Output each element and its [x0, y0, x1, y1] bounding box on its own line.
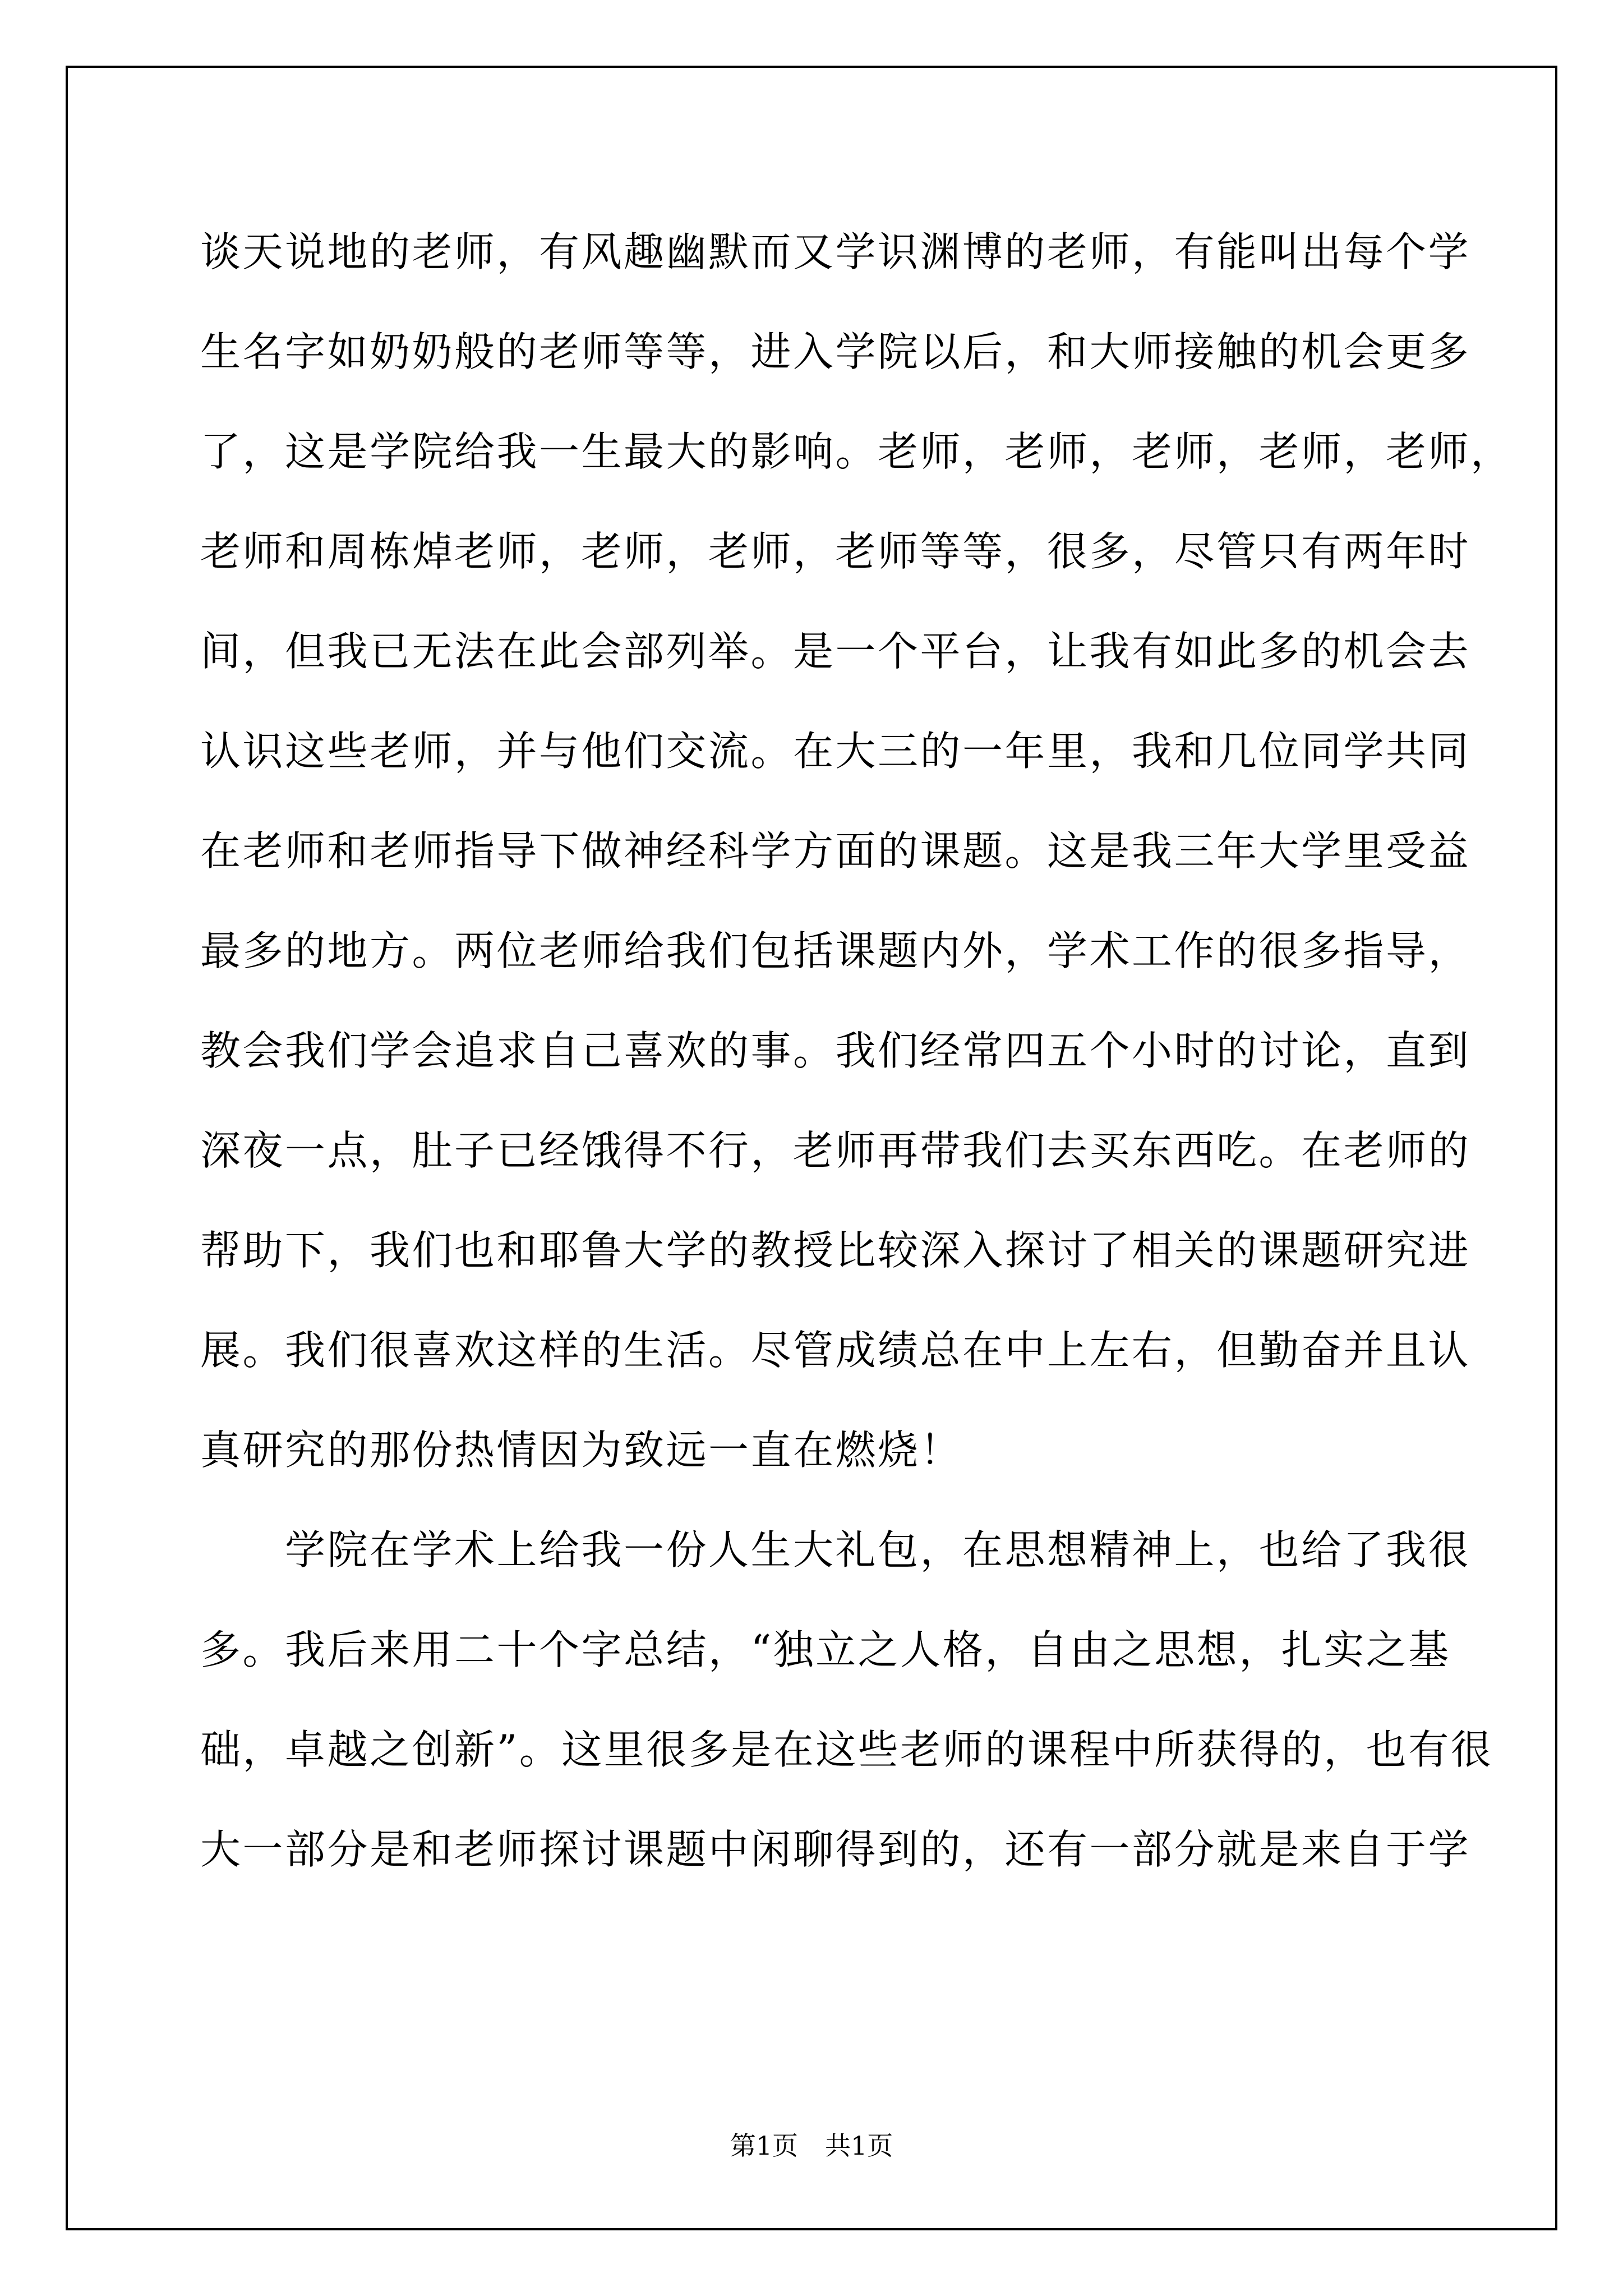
text-line: 大一部分是和老师探讨课题中闲聊得到的，还有一部分就是来自于学 [200, 1826, 1471, 1873]
text-line: 认识这些老师，并与他们交流。在大三的一年里，我和几位同学共同 [200, 728, 1471, 775]
text-line: 了，这是学院给我一生最大的影响。老师，老师，老师，老师，老师， [200, 428, 1513, 475]
text-line: 最多的地方。两位老师给我们包括课题内外，学术工作的很多指导， [200, 927, 1471, 974]
text-line: 学院在学术上给我一份人生大礼包，在思想精神上，也给了我很 [200, 1526, 1471, 1573]
text-line: 深夜一点，肚子已经饿得不行，老师再带我们去买东西吃。在老师的 [200, 1127, 1471, 1174]
page-total: 共1页 [825, 2131, 893, 2161]
text-line: 谈天说地的老师，有风趣幽默而又学识渊博的老师，有能叫出每个学 [200, 228, 1471, 275]
text-line: 间，但我已无法在此会部列举。是一个平台，让我有如此多的机会去 [200, 628, 1471, 675]
text-line: 多。我后来用二十个字总结，“独立之人格，自由之思想，扎实之基 [200, 1626, 1451, 1673]
text-line: 教会我们学会追求自己喜欢的事。我们经常四五个小时的讨论，直到 [200, 1027, 1471, 1074]
text-line: 展。我们很喜欢这样的生活。尽管成绩总在中上左右，但勤奋并且认 [200, 1327, 1471, 1374]
text-line: 帮助下，我们也和耶鲁大学的教授比较深入探讨了相关的课题研究进 [200, 1227, 1471, 1274]
text-line: 真研究的那份热情因为致远一直在燃烧！ [200, 1427, 963, 1474]
page-footer [0, 2129, 1623, 2162]
document-body [200, 202, 1513, 1899]
page-number: 第1页 [730, 2131, 798, 2161]
text-line: 在老师和老师指导下做神经科学方面的课题。这是我三年大学里受益 [200, 827, 1471, 875]
text-line: 生名字如奶奶般的老师等等，进入学院以后，和大师接触的机会更多 [200, 328, 1471, 375]
text-line: 老师和周栋焯老师，老师，老师，老师等等，很多，尽管只有两年时 [200, 528, 1471, 575]
text-line: 础，卓越之创新”。这里很多是在这些老师的课程中所获得的，也有很 [200, 1726, 1493, 1773]
